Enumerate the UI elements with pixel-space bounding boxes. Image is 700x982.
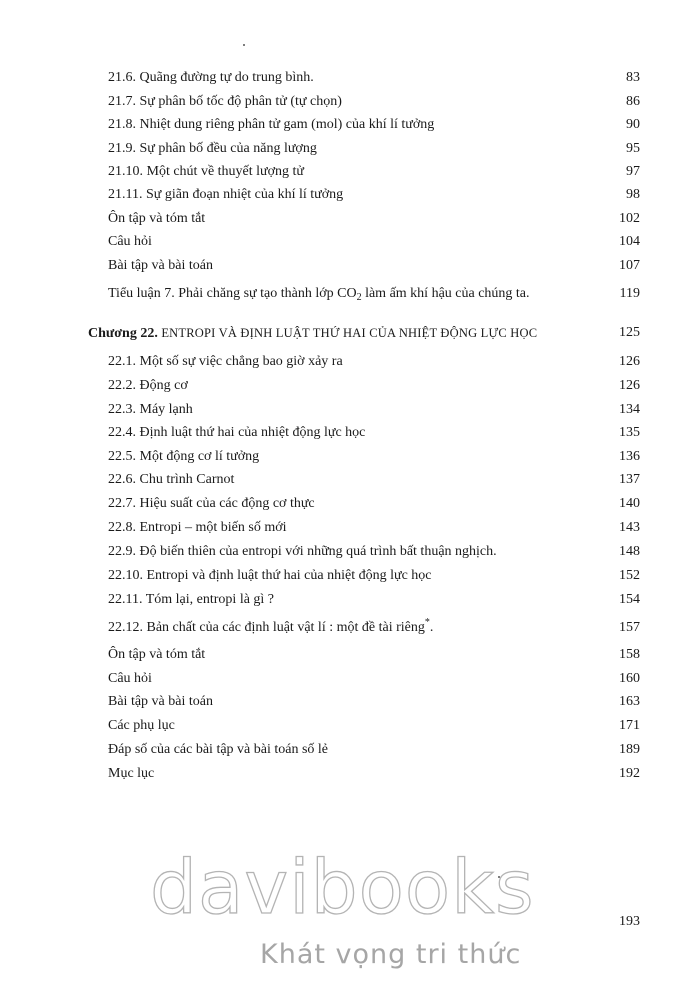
- toc-entry: [0, 740, 700, 760]
- toc-entry-title: 22.8. Entropi – một biến số mới: [108, 520, 287, 535]
- toc-entry-title: 22.5. Một động cơ lí tưởng: [108, 449, 260, 464]
- toc-entry-page: 107: [619, 258, 640, 273]
- toc-entry: [0, 232, 700, 252]
- toc-entry-title: 22.10. Entropi và định luật thứ hai của nhiệt động lực học: [108, 568, 432, 583]
- toc-entry: [0, 692, 700, 712]
- toc-entry-page: 102: [619, 211, 640, 226]
- toc-entry-title: 21.9. Sự phân bố đều của năng lượng: [108, 141, 317, 156]
- toc-entry-title: 22.2. Động cơ: [108, 378, 188, 393]
- toc-entry: [0, 470, 700, 490]
- toc-entry-title: 22.7. Hiệu suất của các động cơ thực: [108, 496, 315, 511]
- toc-entry-page: 157: [619, 620, 640, 635]
- toc-entry-page: 136: [619, 449, 640, 464]
- toc-entry: [0, 447, 700, 467]
- chapter-title: Chương 22. ENTROPI VÀ ĐỊNH LUẬT THỨ HAI CỦA NHIỆT ĐỘNG LỰC HỌC: [88, 326, 538, 341]
- toc-entry: [0, 716, 700, 736]
- toc-entry-title: 21.8. Nhiệt dung riêng phân tử gam (mol) của khí lí tưởng: [108, 117, 435, 132]
- watermark-tagline: Khát vọng tri thức: [260, 939, 522, 970]
- toc-entry-title: Tiểu luận 7. Phải chăng sự tạo thành lớp $CO_2$ làm ấm khí hậu của chúng ta.: [108, 286, 530, 303]
- toc-entry-page: 189: [619, 742, 640, 757]
- toc-entry-title: Mục lục: [108, 766, 155, 781]
- toc-entry-page: 86: [626, 94, 640, 109]
- toc-entry-page: 152: [619, 568, 640, 583]
- toc-entry: [0, 92, 700, 112]
- toc-entry-title: 22.1. Một số sự việc chẳng bao giờ xảy ra: [108, 354, 343, 369]
- toc-entry-essay: [0, 284, 700, 304]
- toc-entry: [0, 400, 700, 420]
- toc-entry-title: 22.12. Bản chất của các định luật vật lí : một đề tài riêng*.: [108, 617, 434, 635]
- toc-entry-page: 171: [619, 718, 640, 733]
- toc-entry-page: 160: [619, 671, 640, 686]
- toc-entry-page: 95: [626, 141, 640, 156]
- toc-entry: [0, 162, 700, 182]
- toc-entry-title: Ôn tập và tóm tắt: [108, 647, 206, 662]
- toc-entry: [0, 256, 700, 276]
- toc-entry-page: 148: [619, 544, 640, 559]
- toc-entry: [0, 376, 700, 396]
- toc-entry-title: 21.10. Một chút về thuyết lượng tử: [108, 164, 305, 179]
- toc-entry: [0, 645, 700, 665]
- toc-entry-title: Đáp số của các bài tập và bài toán số lẻ: [108, 742, 329, 757]
- toc-entry-title: Bài tập và bài toán: [108, 694, 213, 709]
- toc-entry-page: 158: [619, 647, 640, 662]
- toc-entry-title: 21.6. Quãng đường tự do trung bình.: [108, 70, 314, 85]
- toc-entry-page: 163: [619, 694, 640, 709]
- toc-entry-page: 135: [619, 425, 640, 440]
- toc-entry-title: Câu hỏi: [108, 671, 152, 686]
- toc-entry: [0, 764, 700, 784]
- toc-entry-page: 83: [626, 70, 640, 85]
- toc-entry-page: 140: [619, 496, 640, 511]
- toc-entry: [0, 494, 700, 514]
- toc-entry: [0, 590, 700, 610]
- toc-entry: [0, 542, 700, 562]
- toc-entry: [0, 618, 700, 638]
- toc-entry-page: 154: [619, 592, 640, 607]
- toc-entry-title: 21.7. Sự phân bố tốc độ phân tử (tự chọn): [108, 94, 342, 109]
- toc-entry: [0, 352, 700, 372]
- toc-entry-title: Ôn tập và tóm tắt: [108, 211, 206, 226]
- toc-entry-title: 22.9. Độ biến thiên của entropi với những quá trình bất thuận nghịch.: [108, 544, 497, 559]
- toc-entry-title: 22.4. Định luật thứ hai của nhiệt động lực học: [108, 425, 366, 440]
- toc-entry-title: Bài tập và bài toán: [108, 258, 213, 273]
- toc-entry: [0, 669, 700, 689]
- toc-entry-title: 21.11. Sự giãn đoạn nhiệt của khí lí tưởng: [108, 187, 344, 202]
- toc-entry-page: 90: [626, 117, 640, 132]
- toc-entry-page: 134: [619, 402, 640, 417]
- toc-entry-title: 22.11. Tóm lại, entropi là gì ?: [108, 592, 275, 607]
- toc-entry: [0, 423, 700, 443]
- scan-speck: [243, 44, 245, 46]
- toc-entry-page: 98: [626, 187, 640, 202]
- toc-entry-page: 104: [619, 234, 640, 249]
- toc-entry-page: 137: [619, 472, 640, 487]
- toc-entry-page: 143: [619, 520, 640, 535]
- toc-entry-title: 22.6. Chu trình Carnot: [108, 472, 235, 487]
- toc-entry-page: 119: [619, 286, 640, 301]
- toc-entry-title: Các phụ lục: [108, 718, 175, 733]
- chapter-heading: [0, 323, 700, 343]
- toc-entry: [0, 209, 700, 229]
- toc-entry-page: 125: [619, 325, 640, 340]
- toc-entry: [0, 68, 700, 88]
- toc-entry: [0, 115, 700, 135]
- toc-entry-title: 22.3. Máy lạnh: [108, 402, 193, 417]
- toc-entry-page: 126: [619, 378, 640, 393]
- toc-entry-page: 126: [619, 354, 640, 369]
- page-number: 193: [619, 914, 640, 929]
- toc-entry: [0, 566, 700, 586]
- watermark-brand: davibooks: [150, 845, 535, 931]
- toc-entry: [0, 518, 700, 538]
- toc-entry-page: 192: [619, 766, 640, 781]
- toc-entry-title: Câu hỏi: [108, 234, 152, 249]
- toc-entry-page: 97: [626, 164, 640, 179]
- chapter-number: Chương 22.: [88, 326, 158, 341]
- toc-entry: [0, 139, 700, 159]
- toc-entry: [0, 185, 700, 205]
